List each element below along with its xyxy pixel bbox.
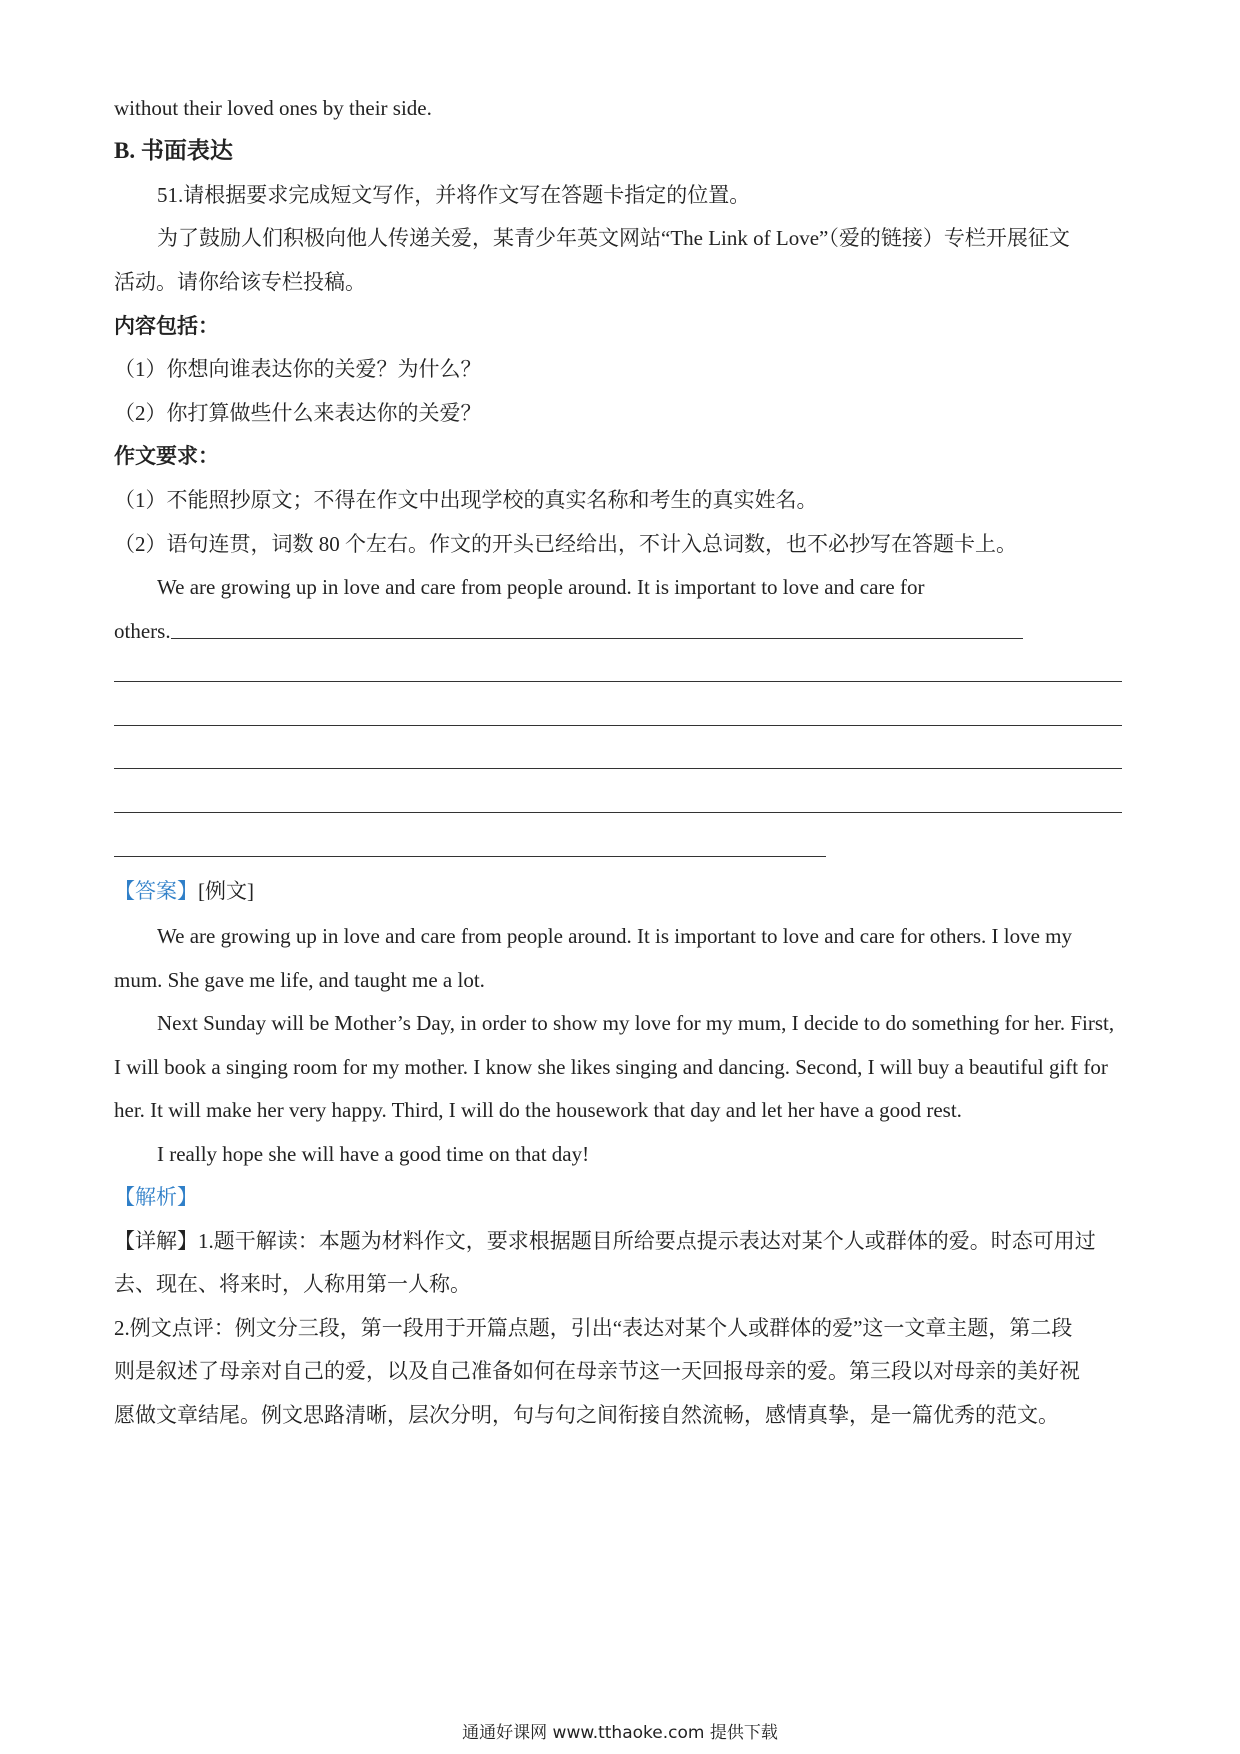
opening-others: others. <box>114 619 171 643</box>
requirements-label: 作文要求： <box>114 444 219 468</box>
sample-essay-tag: [例文] <box>198 879 254 903</box>
essay-line: We are growing up in love and care from people around. It is important to love and care for others. I love my <box>157 924 1073 948</box>
answer-blank-line <box>114 681 1122 682</box>
prompt-line-2: 活动。请你给该专栏投稿。 <box>114 270 366 294</box>
content-item: （2）你打算做些什么来表达你的关爱？ <box>114 401 482 425</box>
analysis-line: 愿做文章结尾。例文思路清晰，层次分明，句与句之间衔接自然流畅，感情真挚，是一篇优秀的范文。 <box>114 1403 1059 1427</box>
content-label: 内容包括： <box>114 314 219 338</box>
carryover-text: without their loved ones by their side. <box>114 96 432 120</box>
analysis-label: 【解析】 <box>114 1185 198 1209</box>
answer-blank-line <box>114 768 1122 769</box>
section-heading: B. 书面表达 <box>114 138 233 163</box>
essay-line: her. It will make her very happy. Third, I will do the housework that day and let her have a good rest. <box>114 1098 962 1122</box>
page-footer: 通通好课网 www.tthaoke.com 提供下载 <box>462 1723 778 1743</box>
answer-blank-line <box>114 725 1122 726</box>
essay-line: Next Sunday will be Mother’s Day, in order to show my love for my mum, I decide to do something for her. First, <box>157 1011 1115 1035</box>
essay-line: mum. She gave me life, and taught me a lot. <box>114 968 485 992</box>
analysis-line: 【详解】1.题干解读：本题为材料作文，要求根据题目所给要点提示表达对某个人或群体的爱。时态可用过 <box>114 1229 1096 1253</box>
analysis-line: 2.例文点评：例文分三段，第一段用于开篇点题，引出“表达对某个人或群体的爱”这一文章主题，第二段 <box>114 1316 1073 1340</box>
answer-blank-line <box>114 856 826 857</box>
analysis-line: 则是叙述了母亲对自己的爱，以及自己准备如何在母亲节这一天回报母亲的爱。第三段以对母亲的美好祝 <box>114 1359 1080 1383</box>
requirement-item: （1）不能照抄原文；不得在作文中出现学校的真实名称和考生的真实姓名。 <box>114 488 818 512</box>
answer-header <box>114 877 1126 905</box>
writing-instruction: 51.请根据要求完成短文写作，并将作文写在答题卡指定的位置。 <box>157 183 751 207</box>
content-item: （1）你想向谁表达你的关爱？为什么？ <box>114 357 482 381</box>
essay-line: I will book a singing room for my mother. I know she likes singing and dancing. Second, I will buy a beautiful gift for <box>114 1055 1108 1079</box>
essay-line: I really hope she will have a good time on that day! <box>157 1142 590 1166</box>
requirement-item: （2）语句连贯，词数 80 个左右。作文的开头已经给出，不计入总词数，也不必抄写在答题卡上。 <box>114 532 1017 556</box>
opening-sentence: We are growing up in love and care from people around. It is important to love and care for <box>157 575 925 599</box>
opening-sentence-end <box>114 617 1126 645</box>
answer-label: 【答案】 <box>114 879 198 903</box>
prompt-line-1: 为了鼓励人们积极向他人传递关爱，某青少年英文网站“The Link of Love”（爱的链接）专栏开展征文 <box>157 226 1070 250</box>
analysis-line: 去、现在、将来时，人称用第一人称。 <box>114 1272 471 1296</box>
answer-blank-line <box>114 812 1122 813</box>
answer-blank-line <box>171 637 1023 639</box>
